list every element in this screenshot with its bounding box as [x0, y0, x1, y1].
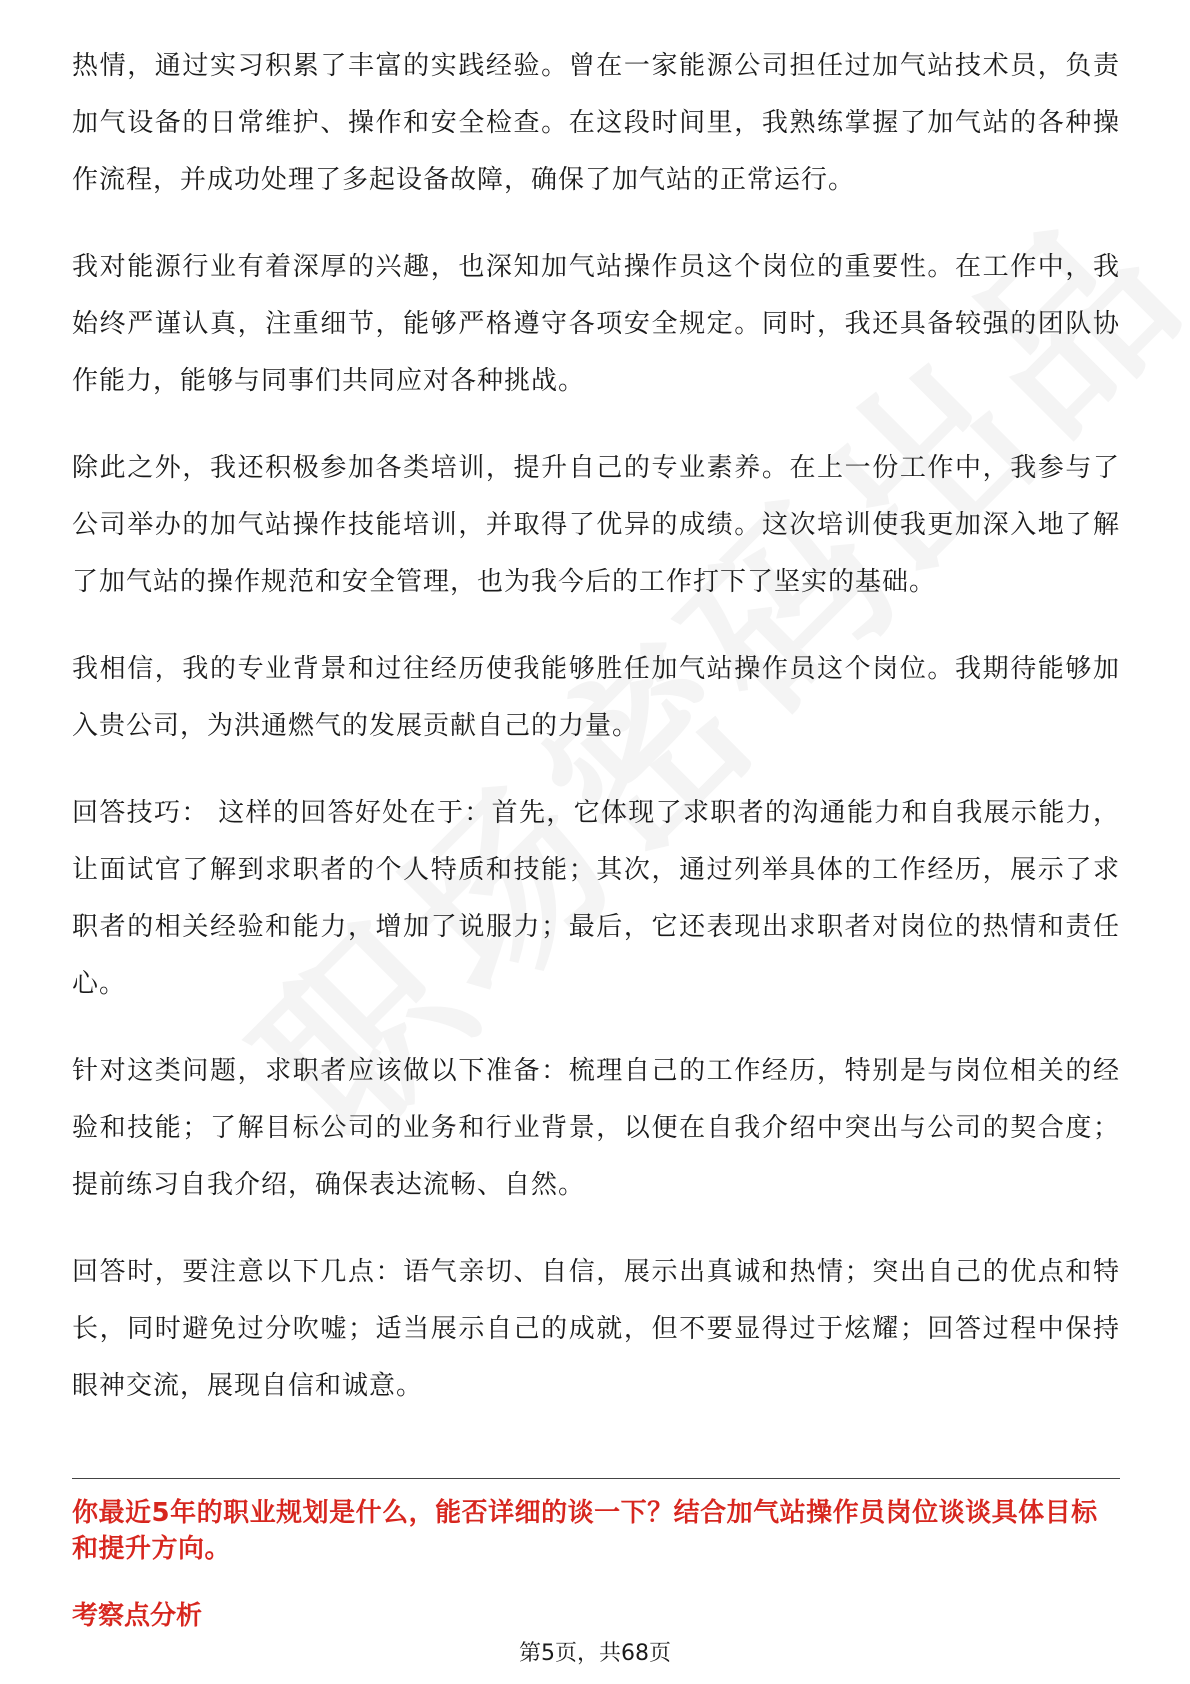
paragraph: 针对这类问题，求职者应该做以下准备：梳理自己的工作经历，特别是与岗位相关的经验和技能；了解目标公司的业务和行业背景，以便在自我介绍中突出与公司的契合度；提前练习自我介绍，确保表达流畅、自然。	[72, 1056, 1120, 1200]
paragraph: 热情，通过实习积累了丰富的实践经验。曾在一家能源公司担任过加气站技术员，负责加气设备的日常维护、操作和安全检查。在这段时间里，我熟练掌握了加气站的各种操作流程，并成功处理了多起设备故障，确保了加气站的正常运行。	[72, 51, 1120, 195]
paragraph: 除此之外，我还积极参加各类培训，提升自己的专业素养。在上一份工作中，我参与了公司举办的加气站操作技能培训，并取得了优异的成绩。这次培训使我更加深入地了解了加气站的操作规范和安全管理，也为我今后的工作打下了坚实的基础。	[72, 453, 1120, 597]
section-heading: 考察点分析	[72, 1601, 203, 1631]
answer-tips-paragraph: 回答技巧： 这样的回答好处在于：首先，它体现了求职者的沟通能力和自我展示能力，让面试官了解到求职者的个人特质和技能；其次，通过列举具体的工作经历，展示了求职者的相关经验和能力，增加了说服力；最后，它还表现出求职者对岗位的热情和责任心。	[72, 798, 1120, 999]
page-number: 第5页，共68页	[519, 1641, 671, 1666]
paragraph: 我相信，我的专业背景和过往经历使我能够胜任加气站操作员这个岗位。我期待能够加入贵公司，为洪通燃气的发展贡献自己的力量。	[72, 654, 1120, 741]
paragraph: 我对能源行业有着深厚的兴趣，也深知加气站操作员这个岗位的重要性。在工作中，我始终严谨认真，注重细节，能够严格遵守各项安全规定。同时，我还具备较强的团队协作能力，能够与同事们共同应对各种挑战。	[72, 252, 1120, 396]
paragraph: 回答时，要注意以下几点：语气亲切、自信，展示出真诚和热情；突出自己的优点和特长，同时避免过分吹嘘；适当展示自己的成就，但不要显得过于炫耀；回答过程中保持眼神交流，展现自信和诚意。	[72, 1257, 1120, 1401]
section-divider	[72, 1478, 1120, 1479]
document-body	[72, 38, 1120, 1445]
interview-question: 你最近5年的职业规划是什么，能否详细的谈一下？结合加气站操作员岗位谈谈具体目标和提升方向。	[72, 1498, 1098, 1564]
